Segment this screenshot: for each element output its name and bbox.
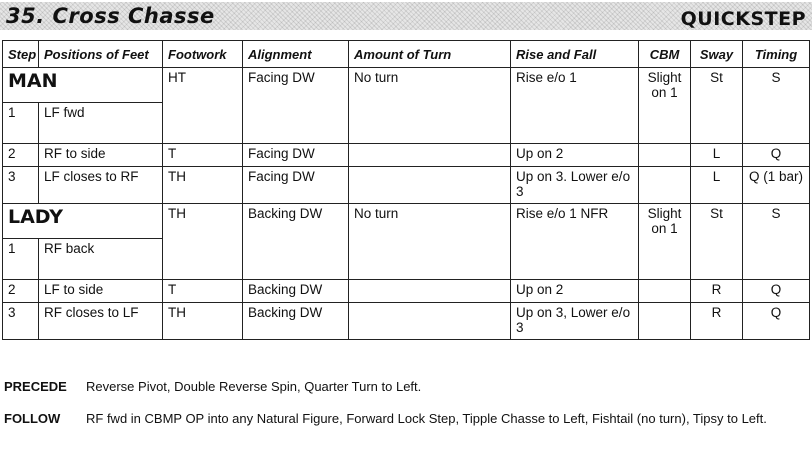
table-cell: LF to side — [39, 280, 163, 303]
table-cell: 1 — [3, 103, 39, 144]
table-cell: No turn — [349, 68, 511, 144]
table-cell: Rise e/o 1 — [511, 68, 639, 144]
table-row — [3, 303, 810, 340]
table-cell: Facing DW — [243, 167, 349, 204]
table-cell — [639, 280, 691, 303]
table-cell: T — [163, 144, 243, 167]
col-header-cbm: CBM — [639, 41, 691, 68]
precede-label: PRECEDE — [4, 379, 67, 394]
table-cell: LF fwd — [39, 103, 163, 144]
col-header-turn: Amount of Turn — [349, 41, 511, 68]
section-label-man: MAN — [3, 68, 163, 103]
table-cell: Slight on 1 — [639, 68, 691, 144]
col-header-timing: Timing — [743, 41, 810, 68]
col-header-rise: Rise and Fall — [511, 41, 639, 68]
table-cell: L — [691, 167, 743, 204]
col-header-sway: Sway — [691, 41, 743, 68]
header-row — [3, 41, 810, 68]
table-row — [3, 280, 810, 303]
table-cell: Q (1 bar) — [743, 167, 810, 204]
table-cell: Q — [743, 303, 810, 340]
steps-table — [2, 40, 810, 340]
follow-row — [4, 410, 804, 428]
table-cell: S — [743, 204, 810, 280]
table-cell: R — [691, 303, 743, 340]
table-cell — [349, 144, 511, 167]
table-cell: Backing DW — [243, 303, 349, 340]
table-cell: LF closes to RF — [39, 167, 163, 204]
table-cell: Rise e/o 1 NFR — [511, 204, 639, 280]
section-label-lady: LADY — [3, 204, 163, 239]
table-cell — [349, 167, 511, 204]
table-cell: Facing DW — [243, 144, 349, 167]
col-header-alignment: Alignment — [243, 41, 349, 68]
table-cell: St — [691, 68, 743, 144]
table-cell: RF to side — [39, 144, 163, 167]
col-header-feet: Positions of Feet — [39, 41, 163, 68]
table-cell: Facing DW — [243, 68, 349, 144]
table-cell: 2 — [3, 144, 39, 167]
precede-text: Reverse Pivot, Double Reverse Spin, Quarter Turn to Left. — [86, 379, 422, 394]
table-cell: 2 — [3, 280, 39, 303]
table-cell: 1 — [3, 239, 39, 280]
table-cell: Up on 2 — [511, 144, 639, 167]
dance-name: QUICKSTEP — [680, 8, 806, 30]
table-cell — [349, 303, 511, 340]
table-cell: St — [691, 204, 743, 280]
table-cell: R — [691, 280, 743, 303]
table-cell: Q — [743, 280, 810, 303]
table-row — [3, 144, 810, 167]
table-cell: T — [163, 280, 243, 303]
follow-text: RF fwd in CBMP OP into any Natural Figure, Forward Lock Step, Tipple Chasse to Left, Fishtail (no turn), Tipsy to Left. — [86, 411, 767, 426]
table-cell: No turn — [349, 204, 511, 280]
table-cell — [639, 167, 691, 204]
table-cell — [639, 303, 691, 340]
table-cell: RF back — [39, 239, 163, 280]
figure-title: 35. Cross Chasse — [6, 4, 215, 28]
table-cell — [349, 280, 511, 303]
table-cell: 3 — [3, 303, 39, 340]
table-cell: Up on 3, Lower e/o 3 — [511, 303, 639, 340]
table-cell: L — [691, 144, 743, 167]
table-cell — [639, 144, 691, 167]
table-cell: TH — [163, 167, 243, 204]
follow-label: FOLLOW — [4, 411, 61, 426]
section-row-lady — [3, 204, 810, 239]
table-cell: Slight on 1 — [639, 204, 691, 280]
table-cell: HT — [163, 68, 243, 144]
table-cell: RF closes to LF — [39, 303, 163, 340]
table-cell: TH — [163, 303, 243, 340]
table-cell: Backing DW — [243, 204, 349, 280]
col-header-step: Step — [3, 41, 39, 68]
table-cell: TH — [163, 204, 243, 280]
table-cell: Q — [743, 144, 810, 167]
table-cell: Backing DW — [243, 280, 349, 303]
section-row-man — [3, 68, 810, 103]
table-cell: 3 — [3, 167, 39, 204]
table-cell: Up on 2 — [511, 280, 639, 303]
table-cell: Up on 3. Lower e/o 3 — [511, 167, 639, 204]
table-cell: S — [743, 68, 810, 144]
table-row — [3, 167, 810, 204]
col-header-footwork: Footwork — [163, 41, 243, 68]
notes-section — [4, 378, 804, 442]
precede-row — [4, 378, 804, 396]
page-header — [0, 0, 812, 38]
